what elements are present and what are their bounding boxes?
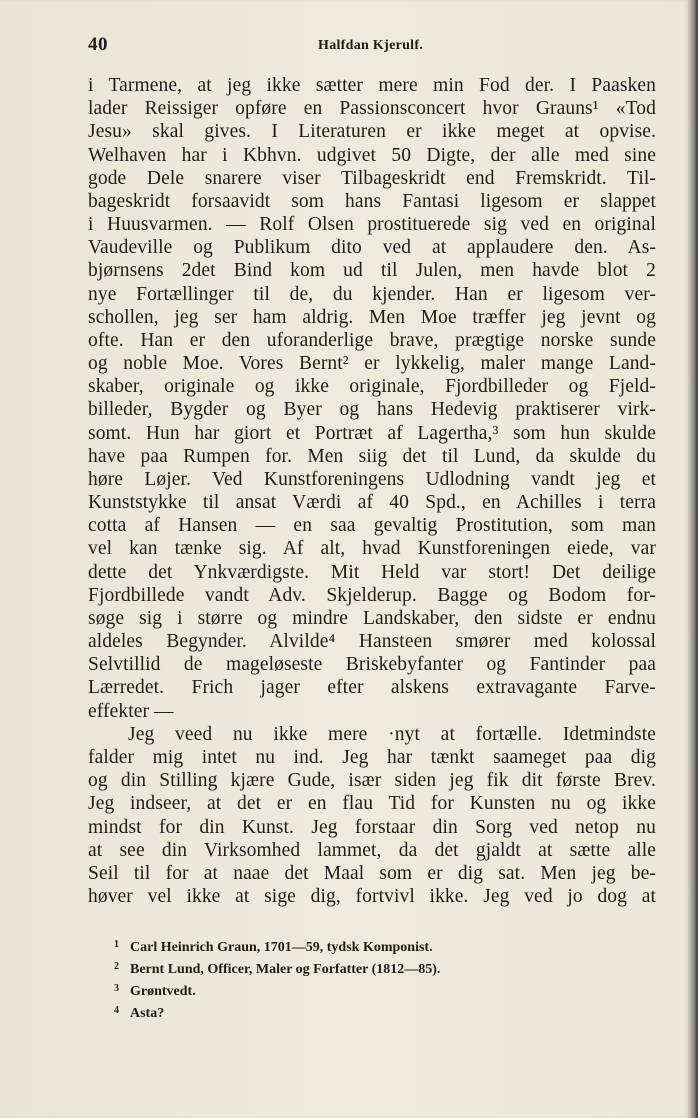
footnote [114, 934, 634, 956]
text-line: at see din Virksomhed lammet, da det gjaldt at sætte alle [88, 839, 656, 861]
text-line: somt. Hun har giort et Portræt af Lagertha,³ som hun skulde [88, 422, 656, 444]
footnote-text: Grøntvedt. [130, 984, 196, 999]
text-line: Seil til for at naae det Maal som er dig sat. Men jeg be- [88, 862, 656, 884]
text-line: Kunststykke til ansat Værdi af 40 Spd., en Achilles i terra [88, 492, 656, 514]
page-edge [688, 0, 698, 1118]
text-line: skaber, originale og ikke originale, Fjordbilleder og Fjeld- [88, 376, 656, 398]
footnote-mark: 4 [114, 1005, 119, 1016]
footnote-text: Carl Heinrich Graun, 1701—59, tydsk Komponist. [130, 940, 433, 955]
text-line: billeder, Bygder og Byer og hans Hedevig praktiserer virk- [88, 399, 656, 421]
text-line: nye Fortællinger til de, du kjender. Han er ligesom ver- [88, 283, 656, 305]
footnote-text: Bernt Lund, Officer, Maler og Forfatter (1812—85). [130, 962, 441, 977]
text-line: bageskridt forsaavidt som hans Fantasi ligesom er slappet [88, 190, 656, 212]
running-title: Halfdan Kjerulf. [318, 38, 424, 53]
text-line: Selvtillid de mageløseste Briskebyfanter og Fantinder paa [88, 654, 656, 676]
text-line: lader Reissiger opføre en Passionsconcert hvor Grauns¹ «Tod [88, 98, 656, 120]
footnote-mark: 2 [114, 961, 119, 972]
footnote-mark: 3 [114, 983, 119, 994]
text-line: høre Løjer. Ved Kunstforeningens Udlodning vandt jeg et [88, 468, 656, 490]
text-line: gode Dele snarere viser Tilbageskridt end Fremskridt. Til- [88, 167, 656, 189]
text-line: i Huusvarmen. — Rolf Olsen prostituerede sig ved en original [88, 214, 656, 236]
footnote [114, 978, 634, 1000]
text-line: Welhaven har i Kbhvn. udgivet 50 Digte, der alle med sine [88, 144, 656, 166]
text-line: ofte. Han er den uforanderlige brave, prægtige norske sunde [88, 329, 656, 351]
page-number: 40 [88, 34, 108, 55]
text-line: Fjordbillede vandt Adv. Skjelderup. Bagge og Bodom for- [88, 584, 656, 606]
text-line: dette det Ynkværdigste. Mit Held var stort! Det deilige [88, 561, 656, 583]
text-line: aldeles Begynder. Alvilde⁴ Hansteen smører med kolossal [88, 631, 656, 653]
footnote-mark: 1 [114, 939, 119, 950]
text-line: falder mig intet nu ind. Jeg har tænkt saameget paa dig [88, 746, 656, 768]
text-line: søge sig i større og mindre Landskaber, den sidste er endnu [88, 607, 656, 629]
text-line: og din Stilling kjære Gude, især siden jeg fik dit første Brev. [88, 770, 656, 792]
text-line: i Tarmene, at jeg ikke sætter mere min Fod der. I Paasken [88, 75, 656, 96]
text-line: Jesu» skal gives. I Literaturen er ikke meget at opvise. [88, 121, 656, 143]
footnote-text: Asta? [130, 1006, 165, 1021]
text-line: have paa Rumpen for. Men siig det til Lund, da skulde du [88, 445, 656, 467]
text-line: Jeg indseer, at det er en flau Tid for Kunsten nu og ikke [88, 793, 656, 815]
text-line: effekter — [88, 700, 174, 722]
text-line: høver vel ikke at sige dig, fortvivl ikke. Jeg ved jo dog at [88, 886, 656, 908]
text-line: vel kan tænke sig. Af alt, hvad Kunstforeningen eiede, var [88, 538, 656, 560]
text-line: Jeg veed nu ikke mere ·nyt at fortælle. Idetmindste [128, 723, 656, 745]
page-header [88, 34, 656, 58]
text-line: og noble Moe. Vores Bernt² er lykkelig, maler mange Land- [88, 353, 656, 375]
text-line: cotta af Hansen — en saa gevaltig Prostitution, som man [88, 515, 656, 537]
text-line: bjørnsens 2det Bind kom ud til Julen, men havde blot 2 [88, 260, 656, 282]
text-line: mindst for din Kunst. Jeg forstaar din Sorg ved netop nu [88, 816, 656, 838]
footnote [114, 956, 634, 978]
footnote [114, 1000, 634, 1022]
text-line: schollen, jeg ser ham aldrig. Men Moe træffer jeg jevnt og [88, 306, 656, 328]
text-line: Lærredet. Frich jager efter alskens extravagante Farve- [88, 677, 656, 699]
footnotes [114, 934, 634, 1022]
text-line: Vaudeville og Publikum dito ved at applaudere den. As- [88, 237, 656, 259]
body-text [88, 74, 656, 908]
